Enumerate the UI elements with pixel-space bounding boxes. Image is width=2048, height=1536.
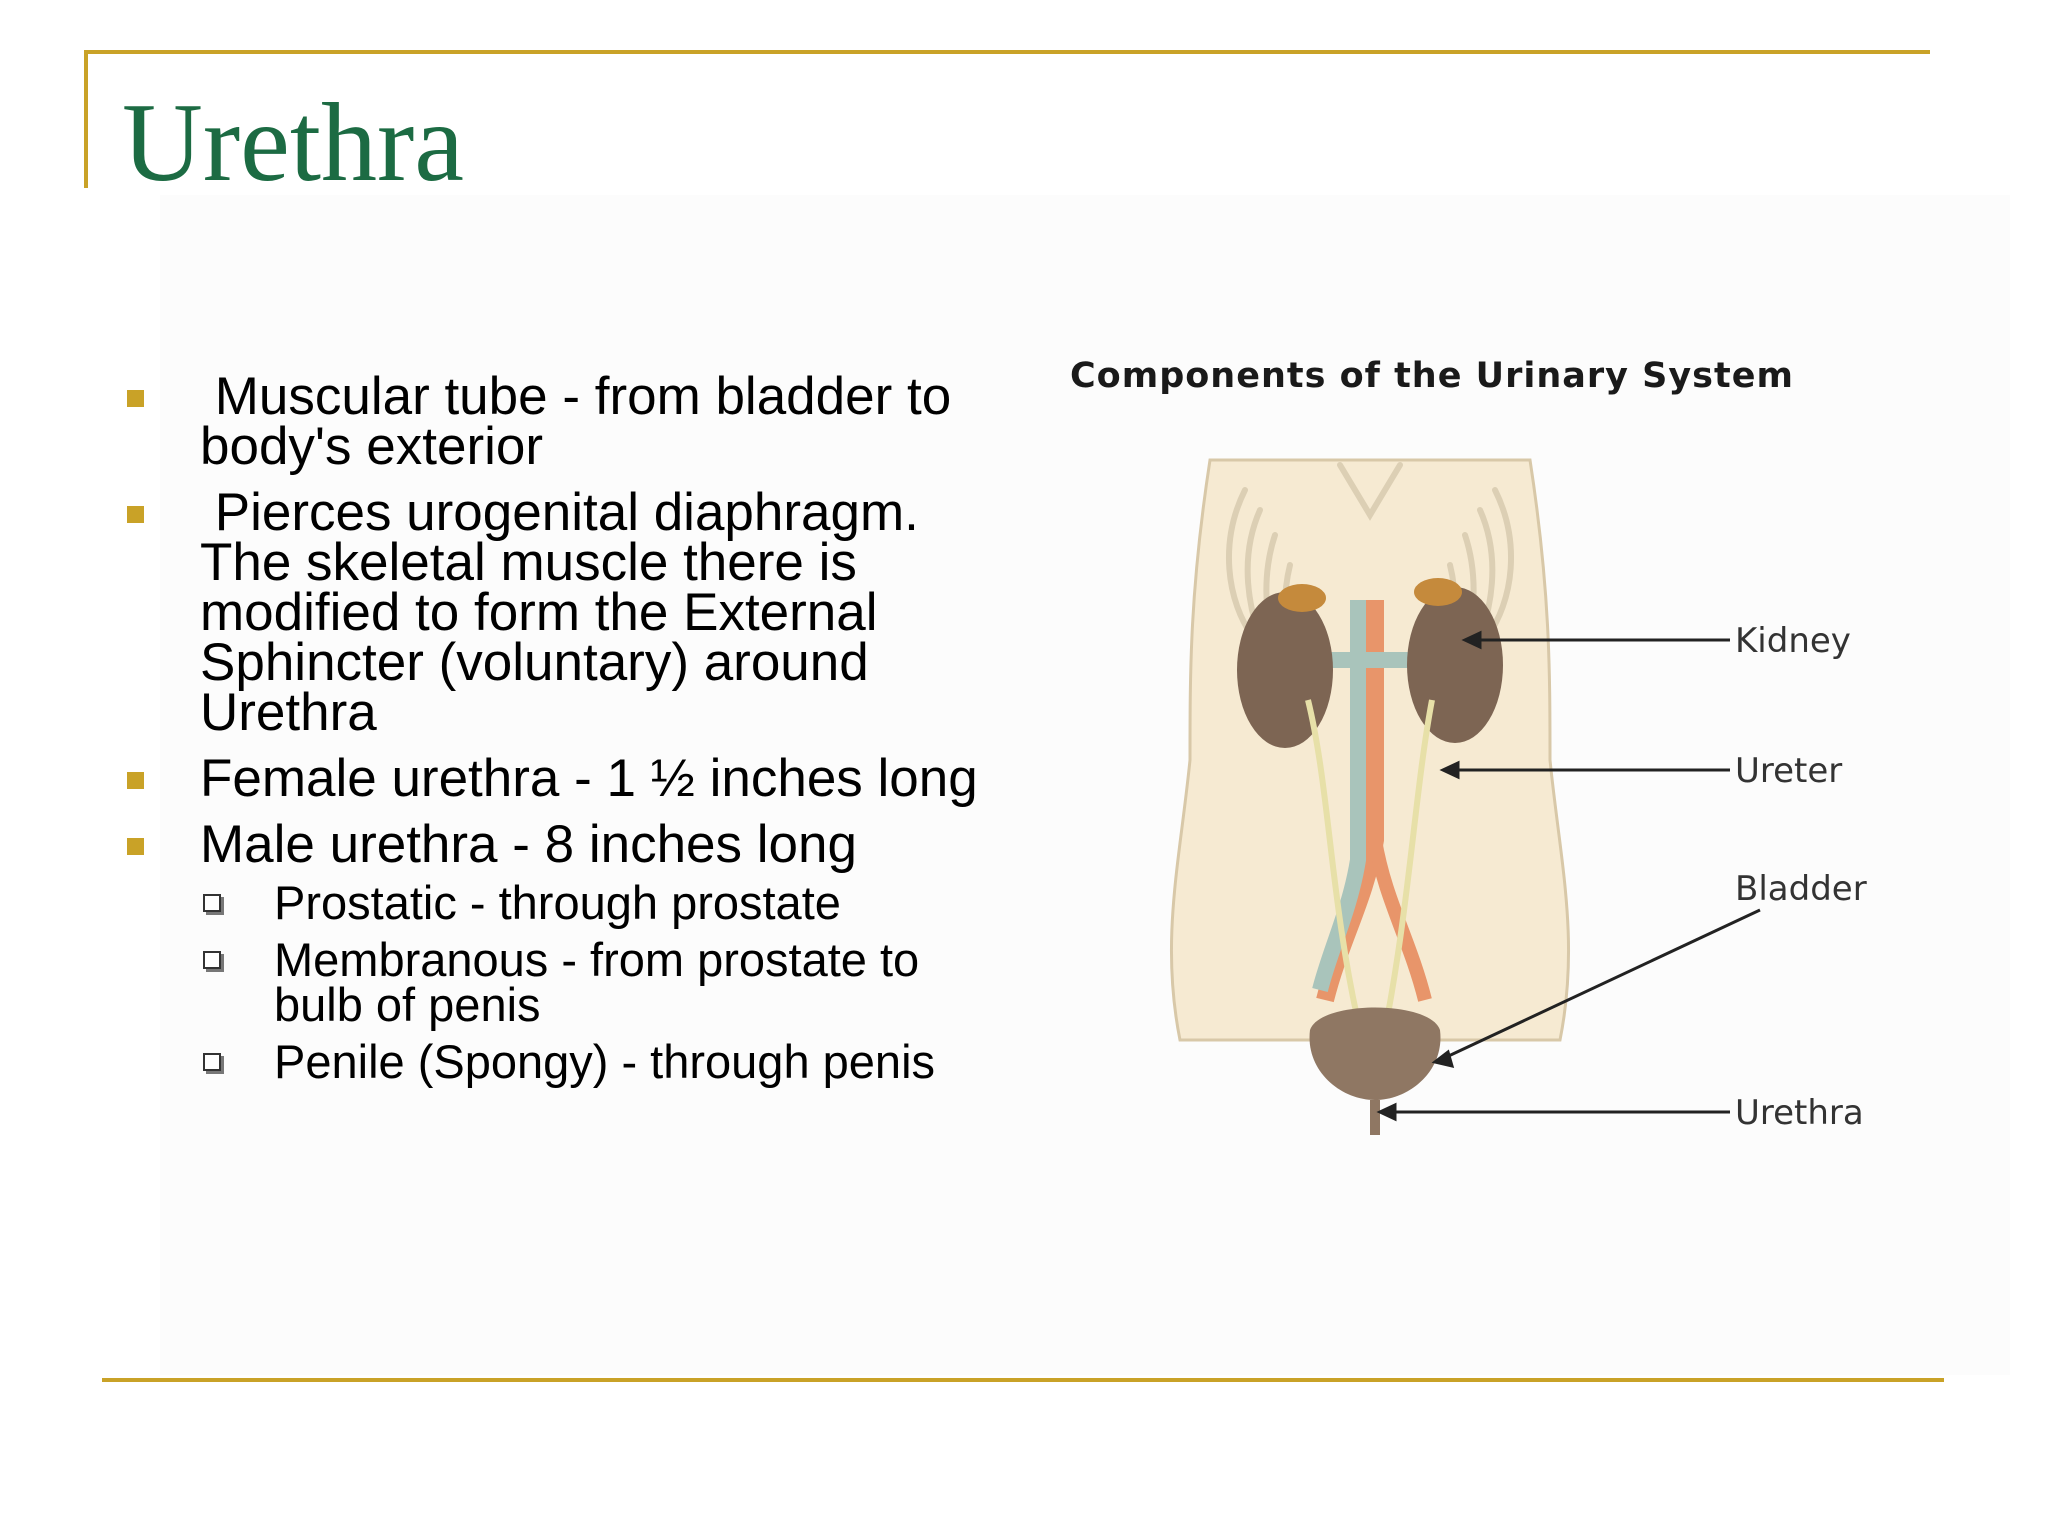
bladder <box>1310 1008 1441 1101</box>
square-bullet-icon <box>127 390 144 407</box>
urinary-system-illustration <box>1040 340 1910 1160</box>
adrenal-right <box>1414 578 1462 606</box>
bullet-text: Female urethra - 1 ½ inches long <box>200 749 978 808</box>
sub-bullet-item <box>200 933 1002 1031</box>
square-bullet-icon <box>127 506 144 523</box>
bullet-item <box>122 483 1002 742</box>
hollow-square-bullet-icon <box>203 1053 221 1071</box>
square-bullet-icon <box>127 772 144 789</box>
bullet-text: Male urethra - 8 inches long <box>200 815 857 874</box>
sub-bullet-text: Membranous - from prostate to bulb of penis <box>274 933 920 1031</box>
sub-bullet-text: Penile (Spongy) - through penis <box>274 1035 936 1088</box>
hollow-square-bullet-icon <box>203 951 221 969</box>
square-bullet-icon <box>127 838 144 855</box>
figure-title: Components of the Urinary System <box>1070 356 1794 396</box>
bottom-rule <box>102 1378 1944 1382</box>
left-rule <box>84 50 88 188</box>
top-rule <box>84 50 1930 54</box>
kidney-right <box>1407 587 1503 743</box>
urinary-system-figure <box>1040 340 1910 1160</box>
sub-bullet-list <box>200 876 1002 1088</box>
bullet-text: Pierces urogenital diaphragm. The skeletal muscle there is modified to form the External Sphincter (voluntary) around Urethra <box>200 483 933 742</box>
bullet-list <box>122 367 1002 1100</box>
bullet-text: Muscular tube - from bladder to body's exterior <box>200 367 966 476</box>
bladder-label: Bladder <box>1735 869 1867 909</box>
hollow-square-bullet-icon <box>203 894 221 912</box>
ureter-label: Ureter <box>1735 751 1843 791</box>
adrenal-left <box>1278 584 1326 612</box>
sub-bullet-item <box>200 1035 1002 1088</box>
bullet-item <box>122 815 1002 1088</box>
sub-bullet-item <box>200 876 1002 929</box>
urethra-label: Urethra <box>1735 1093 1864 1133</box>
kidney-left <box>1237 592 1333 748</box>
sub-bullet-text: Prostatic - through prostate <box>274 876 841 929</box>
bullet-item <box>122 749 1002 808</box>
kidney-label: Kidney <box>1735 621 1851 661</box>
bullet-item <box>122 367 1002 476</box>
slide-title: Urethra <box>122 81 465 205</box>
